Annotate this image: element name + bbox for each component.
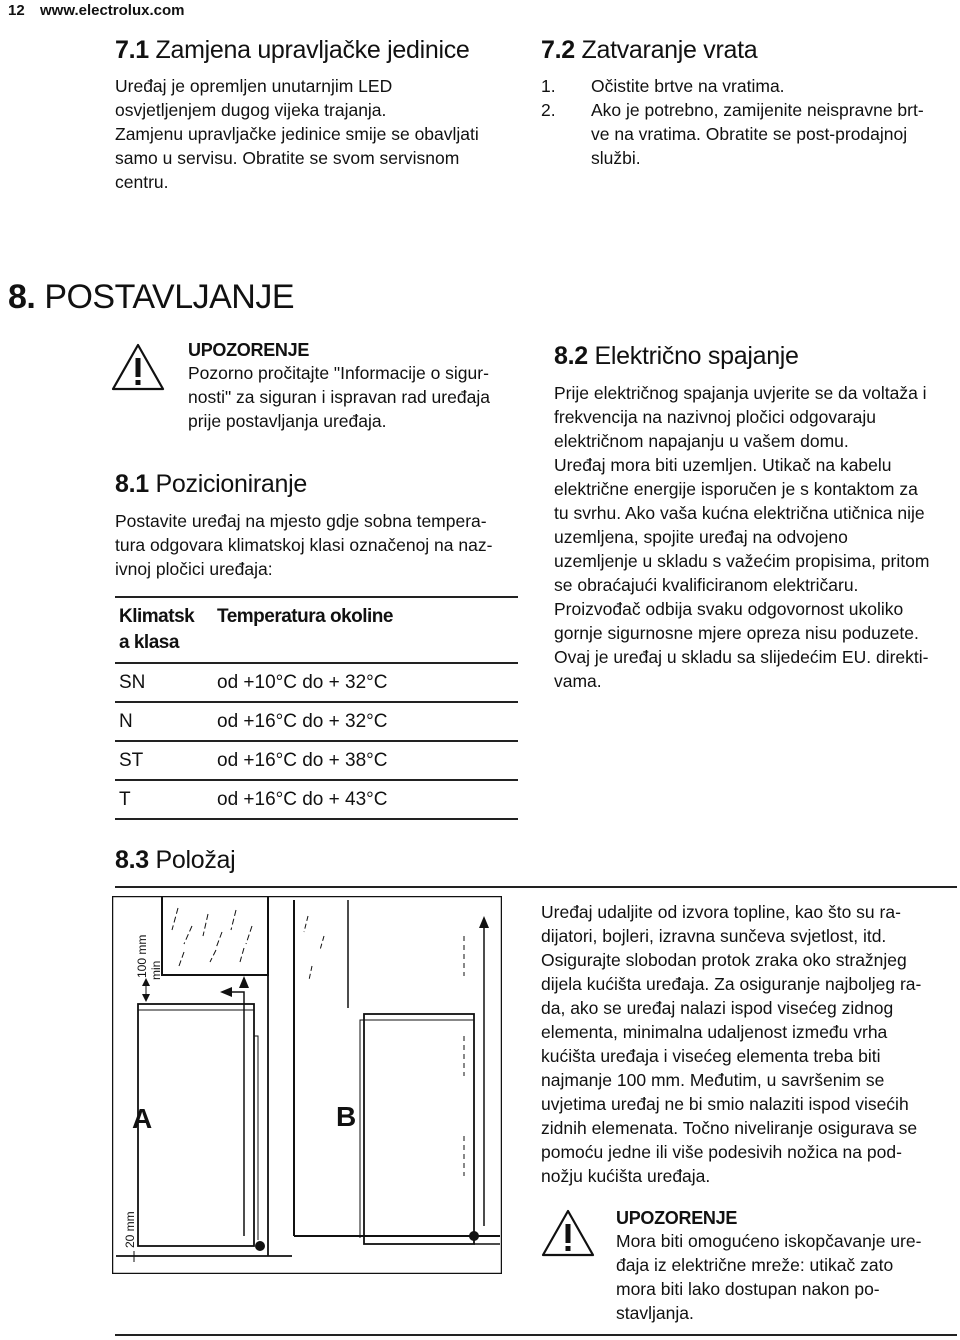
section-8-2-text (554, 381, 954, 693)
text-line: Pozorno pročitajte "Informacije o sigur- (188, 363, 489, 383)
chapter-title: POSTAVLJANJE (44, 278, 295, 316)
table-cell: T (119, 788, 131, 810)
text-line: uzemljena, spojite uređaj na odvojeno (554, 527, 848, 547)
section-title: Pozicioniranje (155, 470, 307, 498)
section-number: 8.2 (554, 342, 588, 370)
text-line: uzemljenje u skladu s važećim propisima, pritom (554, 551, 930, 571)
header-line: Klimatsk (119, 606, 195, 627)
text-line: Osigurajte slobodan protok zraka oko stražnjeg (541, 950, 907, 970)
warning-title: UPOZORENJE (616, 1208, 738, 1228)
table-row (115, 663, 518, 702)
text-line: najmanje 100 mm. Međutim, u savršenim se (541, 1070, 885, 1090)
section-title: Zamjena upravljačke jedinice (155, 36, 470, 64)
table-header-row (115, 598, 518, 663)
section-7-1-text (115, 74, 515, 194)
column-header-temperature: Temperatura okoline (217, 606, 393, 627)
text-line: službi. (591, 148, 641, 168)
section-8-1-heading (115, 470, 525, 499)
section-number: 7.2 (541, 36, 575, 64)
section-number: 7.1 (115, 36, 149, 64)
section-title: Položaj (155, 846, 236, 874)
text-line: Uređaj udaljite od izvora topline, kao što su ra- (541, 902, 901, 922)
table-row (115, 702, 518, 741)
figure-label-b: B (336, 1101, 357, 1132)
text-line: stavljanja. (616, 1303, 694, 1323)
text-line: frekvencija na nazivnoj pločici odgovaraju (554, 407, 876, 427)
text-line: ivnoj pločici uređaja: (115, 559, 273, 579)
text-line: zidnih elemenata. Točno niveliranje osigurava se (541, 1118, 918, 1138)
text-line: Očistite brtve na vratima. (591, 76, 785, 96)
section-8-1-text (115, 509, 525, 581)
text-line: Ako je potrebno, zamijenite neispravne brt- (591, 100, 924, 120)
warning-triangle-icon (540, 1208, 596, 1258)
text-line: Uređaj mora biti uzemljen. Utikač na kabelu (554, 455, 892, 475)
text-line: ve na vratima. Obratite se post-prodajnoj (591, 124, 908, 144)
chapter-heading (8, 278, 294, 317)
chapter-number: 8. (8, 278, 36, 316)
text-line: Zamjenu upravljačke jedinice smije se obavljati (115, 124, 479, 144)
dimension-label-top: 100 mm (135, 934, 149, 978)
text-line: se obraćajući kvalificiranom električaru. (554, 575, 859, 595)
text-line: samo u servisu. Obratite se svom servisnom (115, 148, 460, 168)
text-line: električnom napajanju u vašem domu. (554, 431, 849, 451)
site-url: www.electrolux.com (40, 2, 185, 19)
section-8-2 (554, 342, 954, 693)
section-8-1 (115, 470, 525, 581)
table-cell: N (119, 710, 133, 732)
text-line: Prije električnog spajanja uvjerite se da voltaža i (554, 383, 927, 403)
text-line: centru. (115, 172, 169, 192)
section-8-3-top-rule (115, 886, 957, 888)
text-line: Uređaj je opremljen unutarnjim LED (115, 76, 393, 96)
text-line: Mora biti omogućeno iskopčavanje ure- (616, 1231, 922, 1251)
text-line: vama. (554, 671, 602, 691)
section-7-2-heading (541, 36, 951, 65)
chapter-8 (8, 278, 294, 317)
table-cell: ST (119, 749, 144, 771)
text-line: Proizvođač odbija svaku odgovornost ukoliko (554, 599, 904, 619)
warning-text (616, 1229, 951, 1325)
table-row (115, 780, 518, 819)
section-7-1 (115, 36, 515, 194)
warning-box-2 (616, 1208, 951, 1325)
section-number: 8.1 (115, 470, 149, 498)
section-7-2 (541, 36, 951, 170)
figure-label-a: A (132, 1103, 153, 1134)
text-line: mora biti lako dostupan nakon po- (616, 1279, 880, 1299)
text-line: uvjetima uređaj ne bi smio nalaziti ispod visećih (541, 1094, 909, 1114)
text-line: dijatori, bojleri, izravna sunčeva svjetlost, itd. (541, 926, 887, 946)
page-bottom-rule (115, 1334, 957, 1336)
text-line: gornje sigurnosne mjere opreza nisu poduzete. (554, 623, 919, 643)
text-line: elementa, minimalna udaljenost između vrha (541, 1022, 888, 1042)
section-8-3-heading-wrap (115, 846, 235, 875)
list-item (541, 74, 951, 98)
warning-triangle-icon (110, 342, 166, 392)
table-cell: SN (119, 671, 146, 693)
text-line: kućišta uređaja i visećeg elementa treba biti (541, 1046, 881, 1066)
warning-text (188, 361, 518, 433)
text-line: prije postavljanja uređaja. (188, 411, 387, 431)
steps-list (541, 74, 951, 170)
dimension-label-min: min (149, 960, 163, 980)
section-title: Zatvaranje vrata (581, 36, 758, 64)
text-line: dijela kućišta uređaja. Za osiguranje najboljeg ra- (541, 974, 922, 994)
climate-class-table (115, 598, 518, 820)
text-line: nožju kućišta uređaja. (541, 1166, 711, 1186)
section-8-3-text (541, 900, 956, 1188)
table-cell: od +16°C do + 32°C (217, 710, 388, 732)
dimension-label-bottom: 20 mm (123, 1211, 137, 1248)
text-line: pomoću jedne ili više podesivih nožica na pod- (541, 1142, 902, 1162)
warning-title: UPOZORENJE (188, 340, 310, 360)
text-line: tura odgovara klimatskoj klasi označenoj na naz- (115, 535, 493, 555)
text-line: nosti" za siguran i ispravan rad uređaja (188, 387, 490, 407)
section-8-2-heading (554, 342, 954, 371)
step-number: 2. (541, 100, 556, 120)
text-line: tu svrhu. Ako vaša kućna električna utičnica nije (554, 503, 925, 523)
installation-figure (112, 896, 502, 1274)
warning-box-1 (188, 340, 518, 433)
section-7-1-heading (115, 36, 515, 65)
text-line: osvjetljenjem dugog vijeka trajanja. (115, 100, 387, 120)
list-item (541, 98, 951, 170)
text-line: đaja iz električne mreže: utikač zato (616, 1255, 894, 1275)
table-cell: od +10°C do + 32°C (217, 671, 388, 693)
header-line: a klasa (119, 632, 179, 653)
text-line: da, ako se uređaj nalazi ispod visećeg zidnog (541, 998, 894, 1018)
section-8-3-heading (115, 846, 235, 875)
table-row (115, 741, 518, 780)
table-cell: od +16°C do + 38°C (217, 749, 388, 771)
section-title: Električno spajanje (594, 342, 799, 370)
text-line: električne energije isporučen je s kontaktom za (554, 479, 918, 499)
table-cell: od +16°C do + 43°C (217, 788, 388, 810)
text-line: Ovaj je uređaj u skladu sa slijedećim EU. direkti- (554, 647, 929, 667)
page-number: 12 (8, 2, 25, 19)
section-number: 8.3 (115, 846, 149, 874)
column-header-climate-class (115, 598, 217, 663)
step-number: 1. (541, 76, 556, 96)
text-line: Postavite uređaj na mjesto gdje sobna tempera- (115, 511, 487, 531)
